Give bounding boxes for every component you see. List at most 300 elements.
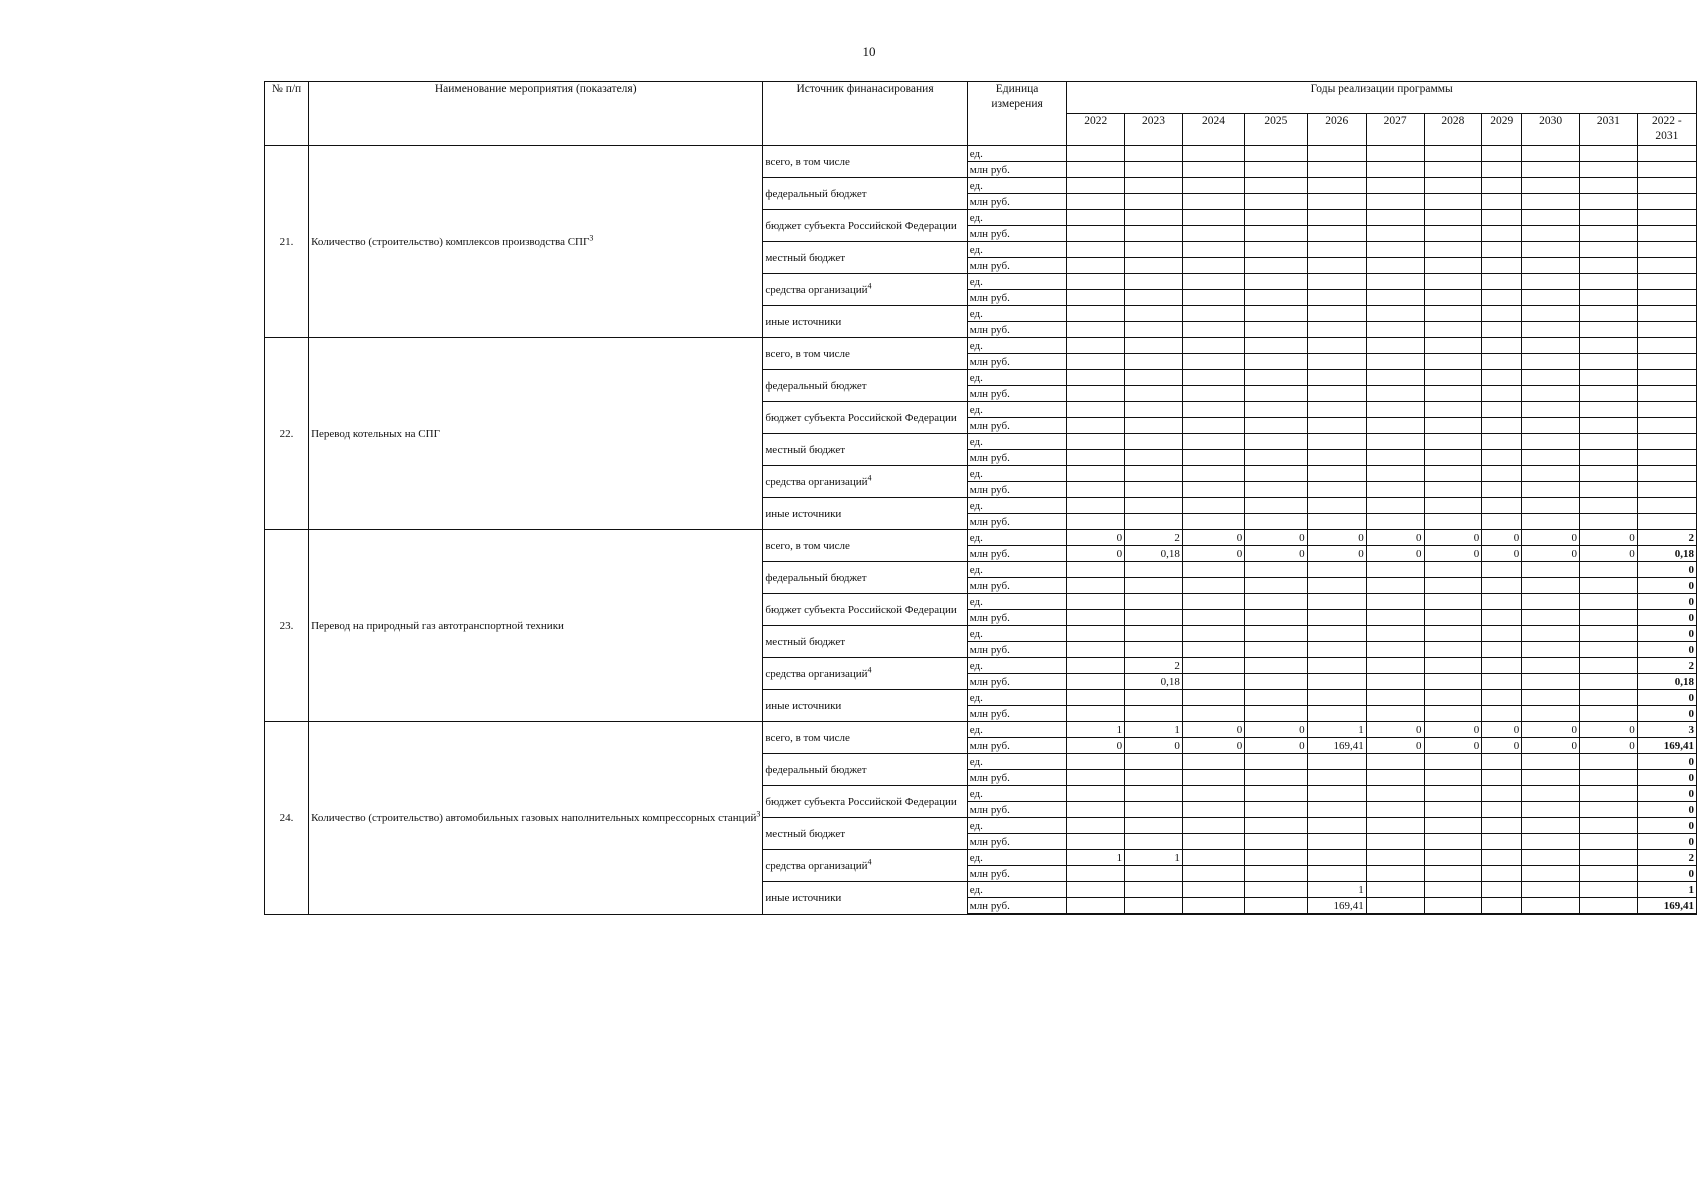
value-cell xyxy=(1366,402,1424,418)
value-cell xyxy=(1307,418,1366,434)
value-cell xyxy=(1637,386,1696,402)
unit-cell: млн руб. xyxy=(967,322,1067,338)
value-cell xyxy=(1366,274,1424,290)
unit-cell: млн руб. xyxy=(967,514,1067,530)
value-cell xyxy=(1307,786,1366,802)
value-cell xyxy=(1182,642,1244,658)
value-cell xyxy=(1245,594,1307,610)
value-cell xyxy=(1522,514,1580,530)
value-cell xyxy=(1522,898,1580,915)
value-cell xyxy=(1482,690,1522,706)
value-cell xyxy=(1522,818,1580,834)
funding-source xyxy=(763,402,967,434)
unit-cell: ед. xyxy=(967,562,1067,578)
value-cell xyxy=(1637,146,1696,162)
value-cell xyxy=(1424,210,1482,226)
value-cell xyxy=(1182,786,1244,802)
value-cell xyxy=(1580,802,1638,818)
funding-source xyxy=(763,754,967,786)
value-cell xyxy=(1482,386,1522,402)
value-cell xyxy=(1182,802,1244,818)
value-cell: 0 xyxy=(1245,738,1307,754)
value-cell xyxy=(1482,562,1522,578)
value-cell xyxy=(1245,402,1307,418)
value-cell xyxy=(1182,594,1244,610)
value-cell xyxy=(1245,802,1307,818)
value-cell xyxy=(1522,786,1580,802)
value-cell xyxy=(1580,770,1638,786)
value-cell xyxy=(1182,498,1244,514)
value-cell xyxy=(1182,418,1244,434)
value-cell xyxy=(1067,594,1125,610)
value-cell xyxy=(1637,322,1696,338)
value-cell xyxy=(1482,258,1522,274)
value-cell xyxy=(1424,674,1482,690)
value-cell xyxy=(1580,402,1638,418)
unit-cell: ед. xyxy=(967,210,1067,226)
value-cell: 0 xyxy=(1637,690,1696,706)
value-cell xyxy=(1067,386,1125,402)
funding-source-text: иные источники xyxy=(765,699,842,712)
unit-cell: млн руб. xyxy=(967,258,1067,274)
value-cell xyxy=(1637,466,1696,482)
value-cell xyxy=(1366,418,1424,434)
funding-source-text: федеральный бюджет xyxy=(765,187,867,200)
value-cell xyxy=(1580,562,1638,578)
funding-source-text: федеральный бюджет xyxy=(765,571,867,584)
value-cell xyxy=(1245,706,1307,722)
value-cell: 0 xyxy=(1424,738,1482,754)
value-cell xyxy=(1424,322,1482,338)
unit-cell: ед. xyxy=(967,530,1067,546)
value-cell xyxy=(1637,226,1696,242)
value-cell xyxy=(1182,850,1244,866)
value-cell xyxy=(1182,226,1244,242)
value-cell xyxy=(1482,594,1522,610)
unit-cell: млн руб. xyxy=(967,610,1067,626)
value-cell: 1 xyxy=(1307,722,1366,738)
header-year: 2022 xyxy=(1067,114,1125,146)
unit-cell: ед. xyxy=(967,786,1067,802)
header-no: № п/п xyxy=(265,82,309,146)
value-cell: 2 xyxy=(1637,658,1696,674)
value-cell xyxy=(1307,210,1366,226)
value-cell xyxy=(1067,258,1125,274)
value-cell: 169,41 xyxy=(1637,738,1696,754)
value-cell xyxy=(1580,386,1638,402)
value-cell xyxy=(1424,818,1482,834)
value-cell xyxy=(1482,242,1522,258)
value-cell xyxy=(1182,338,1244,354)
value-cell xyxy=(1307,354,1366,370)
value-cell xyxy=(1637,306,1696,322)
section-number: 24. xyxy=(265,722,309,915)
unit-cell: млн руб. xyxy=(967,674,1067,690)
value-cell: 0 xyxy=(1637,770,1696,786)
value-cell xyxy=(1580,450,1638,466)
value-cell xyxy=(1522,562,1580,578)
value-cell xyxy=(1067,354,1125,370)
value-cell xyxy=(1125,434,1183,450)
value-cell xyxy=(1182,386,1244,402)
value-cell xyxy=(1522,754,1580,770)
value-cell: 0,18 xyxy=(1125,674,1183,690)
unit-cell: млн руб. xyxy=(967,578,1067,594)
value-cell xyxy=(1125,242,1183,258)
value-cell xyxy=(1424,466,1482,482)
value-cell: 0 xyxy=(1307,546,1366,562)
value-cell xyxy=(1482,898,1522,915)
value-cell: 0 xyxy=(1580,738,1638,754)
value-cell xyxy=(1522,146,1580,162)
value-cell xyxy=(1245,786,1307,802)
value-cell xyxy=(1366,258,1424,274)
funding-source xyxy=(763,306,967,338)
unit-cell: ед. xyxy=(967,626,1067,642)
value-cell: 0,18 xyxy=(1125,546,1183,562)
value-cell xyxy=(1125,162,1183,178)
value-cell xyxy=(1307,434,1366,450)
footnote-mark: 3 xyxy=(589,232,594,242)
value-cell xyxy=(1580,258,1638,274)
value-cell: 3 xyxy=(1637,722,1696,738)
value-cell xyxy=(1424,354,1482,370)
funding-source-text: бюджет субъекта Российской Федерации xyxy=(765,795,957,808)
value-cell xyxy=(1637,418,1696,434)
value-cell xyxy=(1366,146,1424,162)
value-cell xyxy=(1245,290,1307,306)
value-cell xyxy=(1245,882,1307,898)
funding-source xyxy=(763,338,967,370)
header-year: 2027 xyxy=(1366,114,1424,146)
value-cell xyxy=(1482,626,1522,642)
value-cell xyxy=(1580,210,1638,226)
value-cell xyxy=(1366,818,1424,834)
value-cell xyxy=(1307,770,1366,786)
value-cell xyxy=(1580,786,1638,802)
section-name xyxy=(309,146,763,338)
value-cell xyxy=(1482,322,1522,338)
value-cell xyxy=(1522,418,1580,434)
value-cell: 1 xyxy=(1067,850,1125,866)
value-cell xyxy=(1424,690,1482,706)
value-cell xyxy=(1307,754,1366,770)
value-cell xyxy=(1182,882,1244,898)
value-cell xyxy=(1580,594,1638,610)
value-cell xyxy=(1366,370,1424,386)
value-cell xyxy=(1482,850,1522,866)
value-cell xyxy=(1307,258,1366,274)
table-row xyxy=(265,722,1697,738)
value-cell: 0 xyxy=(1522,722,1580,738)
value-cell xyxy=(1482,194,1522,210)
value-cell xyxy=(1245,834,1307,850)
value-cell xyxy=(1580,226,1638,242)
value-cell xyxy=(1182,242,1244,258)
value-cell xyxy=(1182,626,1244,642)
value-cell xyxy=(1307,674,1366,690)
value-cell: 0 xyxy=(1637,866,1696,882)
value-cell xyxy=(1637,402,1696,418)
value-cell xyxy=(1307,178,1366,194)
funding-source xyxy=(763,850,967,882)
value-cell xyxy=(1307,226,1366,242)
value-cell xyxy=(1424,498,1482,514)
value-cell xyxy=(1482,658,1522,674)
value-cell xyxy=(1182,706,1244,722)
funding-source-text: бюджет субъекта Российской Федерации xyxy=(765,603,957,616)
header-year: 2024 xyxy=(1182,114,1244,146)
value-cell: 0 xyxy=(1522,530,1580,546)
value-cell xyxy=(1182,434,1244,450)
value-cell xyxy=(1307,402,1366,418)
value-cell xyxy=(1522,594,1580,610)
value-cell xyxy=(1125,562,1183,578)
value-cell xyxy=(1067,770,1125,786)
value-cell xyxy=(1482,162,1522,178)
value-cell xyxy=(1182,274,1244,290)
value-cell: 0 xyxy=(1637,562,1696,578)
value-cell xyxy=(1522,690,1580,706)
value-cell xyxy=(1125,178,1183,194)
value-cell xyxy=(1580,466,1638,482)
funding-source-text: иные источники xyxy=(765,891,842,904)
unit-cell: млн руб. xyxy=(967,290,1067,306)
value-cell xyxy=(1307,274,1366,290)
value-cell xyxy=(1366,498,1424,514)
value-cell xyxy=(1182,482,1244,498)
value-cell: 0 xyxy=(1637,754,1696,770)
value-cell xyxy=(1125,594,1183,610)
value-cell xyxy=(1522,210,1580,226)
value-cell xyxy=(1366,706,1424,722)
value-cell: 0,18 xyxy=(1637,674,1696,690)
value-cell xyxy=(1182,258,1244,274)
value-cell xyxy=(1067,482,1125,498)
funding-source xyxy=(763,722,967,754)
value-cell xyxy=(1307,162,1366,178)
value-cell xyxy=(1307,146,1366,162)
unit-cell: млн руб. xyxy=(967,386,1067,402)
value-cell xyxy=(1307,562,1366,578)
footnote-mark: 4 xyxy=(867,856,872,866)
value-cell xyxy=(1637,178,1696,194)
funding-source-text: бюджет субъекта Российской Федерации xyxy=(765,411,957,424)
value-cell: 0 xyxy=(1182,546,1244,562)
funding-source-text: местный бюджет xyxy=(765,251,846,264)
value-cell: 0 xyxy=(1482,530,1522,546)
value-cell xyxy=(1125,210,1183,226)
value-cell xyxy=(1482,306,1522,322)
value-cell: 1 xyxy=(1307,882,1366,898)
value-cell xyxy=(1424,802,1482,818)
value-cell xyxy=(1522,162,1580,178)
value-cell xyxy=(1424,242,1482,258)
value-cell xyxy=(1637,434,1696,450)
value-cell xyxy=(1637,354,1696,370)
value-cell xyxy=(1307,306,1366,322)
value-cell: 1 xyxy=(1125,850,1183,866)
value-cell xyxy=(1067,754,1125,770)
value-cell: 1 xyxy=(1067,722,1125,738)
value-cell xyxy=(1366,898,1424,915)
value-cell: 0 xyxy=(1637,642,1696,658)
value-cell xyxy=(1580,706,1638,722)
value-cell xyxy=(1125,578,1183,594)
value-cell xyxy=(1522,178,1580,194)
value-cell xyxy=(1245,690,1307,706)
funding-source-text: местный бюджет xyxy=(765,635,846,648)
value-cell xyxy=(1182,450,1244,466)
value-cell xyxy=(1182,610,1244,626)
value-cell: 0 xyxy=(1482,738,1522,754)
value-cell xyxy=(1245,498,1307,514)
value-cell xyxy=(1245,306,1307,322)
value-cell xyxy=(1307,594,1366,610)
value-cell xyxy=(1424,162,1482,178)
value-cell xyxy=(1245,850,1307,866)
value-cell xyxy=(1067,658,1125,674)
value-cell xyxy=(1245,626,1307,642)
value-cell xyxy=(1125,146,1183,162)
value-cell xyxy=(1424,850,1482,866)
unit-cell: ед. xyxy=(967,690,1067,706)
value-cell xyxy=(1307,482,1366,498)
value-cell xyxy=(1067,146,1125,162)
header-name: Наименование мероприятия (показателя) xyxy=(309,82,763,146)
funding-source-text: средства организаций xyxy=(765,475,868,488)
value-cell xyxy=(1482,642,1522,658)
value-cell xyxy=(1424,146,1482,162)
value-cell xyxy=(1637,514,1696,530)
value-cell: 0 xyxy=(1522,738,1580,754)
value-cell xyxy=(1482,146,1522,162)
value-cell: 0 xyxy=(1125,738,1183,754)
value-cell: 0 xyxy=(1067,530,1125,546)
value-cell xyxy=(1424,706,1482,722)
value-cell xyxy=(1067,210,1125,226)
value-cell xyxy=(1522,450,1580,466)
section-name xyxy=(309,338,763,530)
value-cell xyxy=(1580,274,1638,290)
value-cell xyxy=(1522,578,1580,594)
value-cell xyxy=(1580,690,1638,706)
value-cell xyxy=(1067,514,1125,530)
value-cell xyxy=(1522,482,1580,498)
unit-cell: млн руб. xyxy=(967,482,1067,498)
value-cell xyxy=(1580,354,1638,370)
value-cell xyxy=(1125,418,1183,434)
value-cell xyxy=(1580,498,1638,514)
value-cell xyxy=(1067,498,1125,514)
unit-cell: ед. xyxy=(967,338,1067,354)
value-cell xyxy=(1182,194,1244,210)
value-cell xyxy=(1125,498,1183,514)
unit-cell: ед. xyxy=(967,722,1067,738)
value-cell: 2 xyxy=(1637,530,1696,546)
value-cell xyxy=(1366,386,1424,402)
value-cell: 0 xyxy=(1637,594,1696,610)
value-cell xyxy=(1245,338,1307,354)
value-cell xyxy=(1580,610,1638,626)
value-cell xyxy=(1125,882,1183,898)
value-cell xyxy=(1637,370,1696,386)
value-cell xyxy=(1067,690,1125,706)
footnote-mark: 4 xyxy=(867,472,872,482)
value-cell xyxy=(1182,146,1244,162)
value-cell xyxy=(1482,450,1522,466)
value-cell xyxy=(1067,194,1125,210)
value-cell xyxy=(1522,226,1580,242)
unit-cell: млн руб. xyxy=(967,898,1067,915)
value-cell xyxy=(1245,610,1307,626)
value-cell xyxy=(1424,626,1482,642)
value-cell xyxy=(1366,674,1424,690)
value-cell xyxy=(1307,338,1366,354)
value-cell xyxy=(1245,770,1307,786)
unit-cell: ед. xyxy=(967,370,1067,386)
funding-source xyxy=(763,562,967,594)
value-cell xyxy=(1125,834,1183,850)
funding-source-text: средства организаций xyxy=(765,283,868,296)
funding-source-text: бюджет субъекта Российской Федерации xyxy=(765,219,957,232)
funding-source xyxy=(763,594,967,626)
funding-source xyxy=(763,210,967,242)
value-cell xyxy=(1182,514,1244,530)
value-cell xyxy=(1182,162,1244,178)
funding-source-text: федеральный бюджет xyxy=(765,379,867,392)
value-cell xyxy=(1125,370,1183,386)
value-cell: 0 xyxy=(1424,530,1482,546)
value-cell xyxy=(1482,818,1522,834)
value-cell xyxy=(1067,338,1125,354)
funding-source xyxy=(763,498,967,530)
section-name-text: Количество (строительство) комплексов производства СПГ xyxy=(311,235,590,248)
value-cell xyxy=(1245,194,1307,210)
value-cell: 0 xyxy=(1366,530,1424,546)
value-cell xyxy=(1482,434,1522,450)
value-cell: 0 xyxy=(1424,546,1482,562)
value-cell xyxy=(1245,754,1307,770)
unit-cell: ед. xyxy=(967,498,1067,514)
funding-source xyxy=(763,818,967,850)
value-cell xyxy=(1424,450,1482,466)
funding-source xyxy=(763,626,967,658)
unit-cell: млн руб. xyxy=(967,802,1067,818)
unit-cell: ед. xyxy=(967,658,1067,674)
value-cell xyxy=(1245,482,1307,498)
value-cell xyxy=(1366,786,1424,802)
value-cell xyxy=(1245,866,1307,882)
value-cell xyxy=(1424,882,1482,898)
value-cell xyxy=(1245,226,1307,242)
value-cell xyxy=(1245,258,1307,274)
unit-cell: млн руб. xyxy=(967,706,1067,722)
value-cell xyxy=(1522,290,1580,306)
value-cell xyxy=(1522,882,1580,898)
value-cell xyxy=(1125,642,1183,658)
value-cell xyxy=(1245,434,1307,450)
value-cell xyxy=(1522,642,1580,658)
value-cell xyxy=(1522,498,1580,514)
value-cell xyxy=(1067,418,1125,434)
value-cell xyxy=(1482,178,1522,194)
value-cell xyxy=(1182,466,1244,482)
value-cell xyxy=(1067,402,1125,418)
value-cell: 0 xyxy=(1637,834,1696,850)
value-cell xyxy=(1182,818,1244,834)
value-cell: 0 xyxy=(1067,738,1125,754)
